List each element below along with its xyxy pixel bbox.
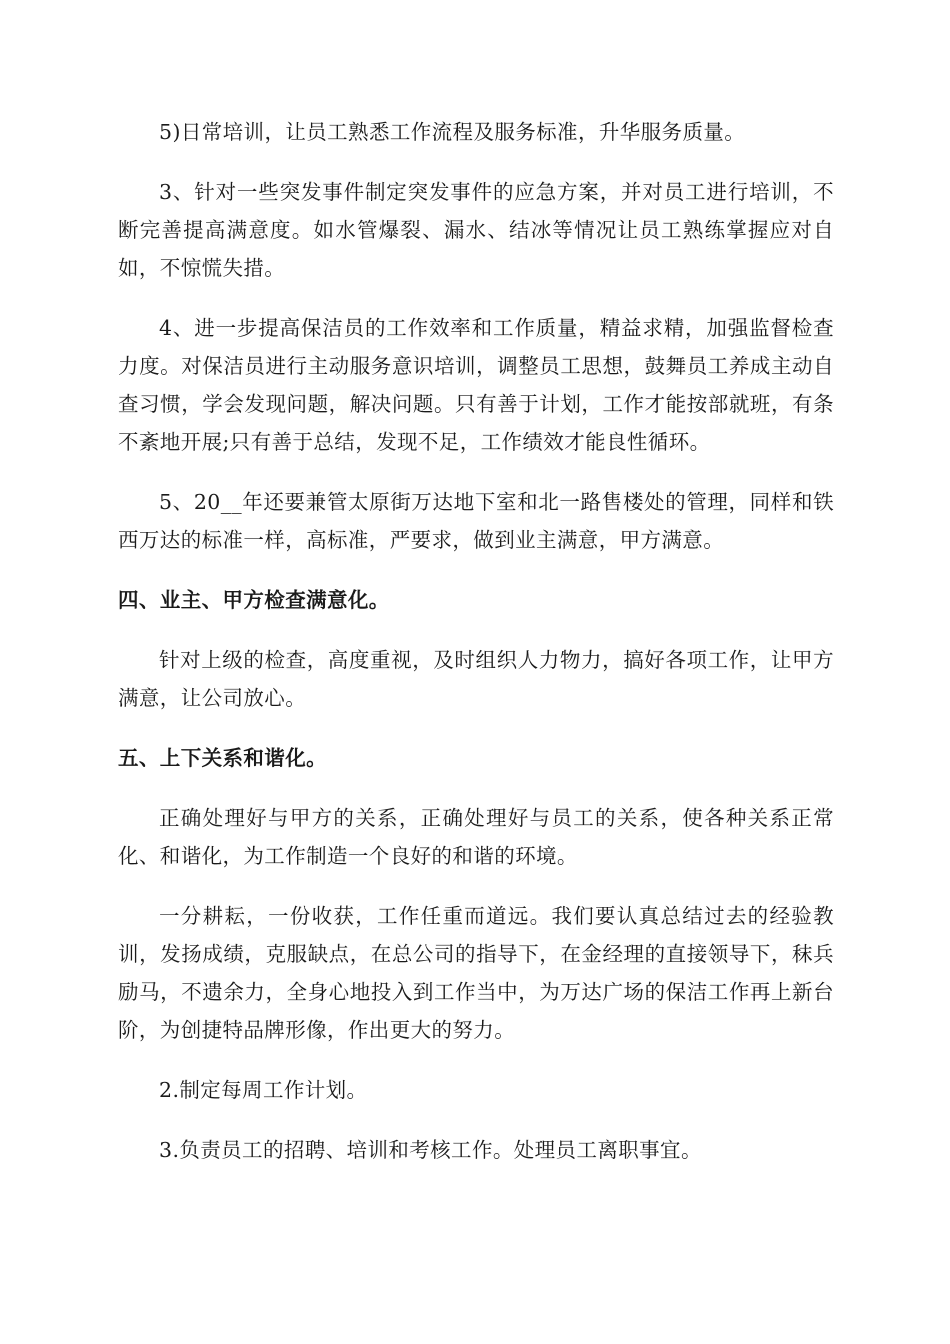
paragraph-efficiency: 4、进一步提高保洁员的工作效率和工作质量，精益求精，加强监督检查力度。对保洁员进行主动服务意识培训，调整员工思想，鼓舞员工养成主动自查习惯，学会发现问题，解决问题。只有善于计划，工作才能按部就班，有条不紊地开展;只有善于总结，发现不足，工作绩效才能良性循环。	[118, 316, 834, 454]
document-page	[118, 113, 834, 1191]
paragraph-additional-management: 5、20__年还要兼管太原街万达地下室和北一路售楼处的管理，同样和铁西万达的标准一样，高标准，严要求，做到业主满意，甲方满意。	[118, 490, 834, 552]
paragraph-relations: 正确处理好与甲方的关系，正确处理好与员工的关系，使各种关系正常化、和谐化，为工作制造一个良好的和谐的环境。	[118, 806, 834, 868]
paragraph-recruitment: 3.负责员工的招聘、培训和考核工作。处理员工离职事宜。	[159, 1138, 702, 1162]
paragraph-inspection: 针对上级的检查，高度重视，及时组织人力物力，搞好各项工作，让甲方满意，让公司放心。	[118, 648, 834, 710]
paragraph-daily-training: 5)日常培训，让员工熟悉工作流程及服务标准，升华服务质量。	[159, 120, 746, 144]
section-heading-five: 五、上下关系和谐化。	[118, 746, 327, 770]
paragraph-conclusion: 一分耕耘，一份收获，工作任重而道远。我们要认真总结过去的经验教训，发扬成绩，克服缺点，在总公司的指导下，在金经理的直接领导下，秣兵励马，不遗余力，全身心地投入到工作当中，为万达广场的保洁工作再上新台阶，为创捷特品牌形像，作出更大的努力。	[118, 904, 834, 1042]
paragraph-weekly-plan: 2.制定每周工作计划。	[159, 1078, 368, 1102]
paragraph-emergency-plan: 3、针对一些突发事件制定突发事件的应急方案，并对员工进行培训，不断完善提高满意度。如水管爆裂、漏水、结冰等情况让员工熟练掌握应对自如，不惊慌失措。	[118, 180, 834, 280]
section-heading-four: 四、业主、甲方检查满意化。	[118, 588, 390, 612]
